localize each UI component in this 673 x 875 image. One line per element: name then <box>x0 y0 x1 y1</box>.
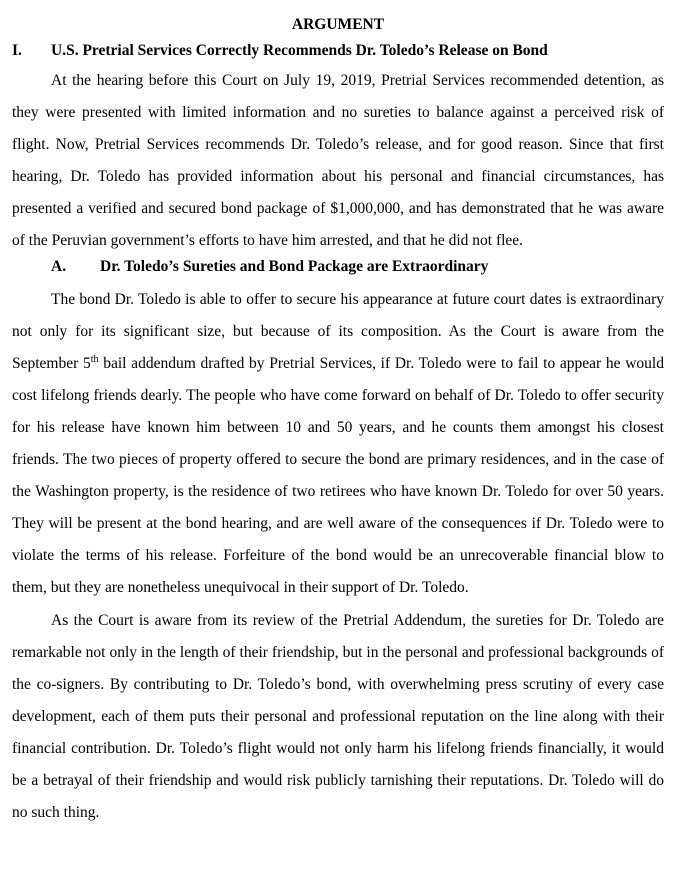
paragraph-text: bail addendum drafted by Pretrial Services, if Dr. Toledo were to fail to appear he would cost lifelong friends dearly. The people who have come forward on behalf of Dr. Toledo to offer security for his release have known him between 10 and 50 years, and he counts them amongst his closest friends. The two pieces of property offered to secure the bond are primary residences, and in the case of the Washington property, is the residence of two retirees who have known Dr. Toledo for over 50 years. They will be present at the bond hearing, and are well aware of the consequences if Dr. Toledo were to violate the terms of his release. Forfeiture of the bond would be an unrecoverable financial blow to them, but they are nonetheless unequivocal in their support of Dr. Toledo. <box>12 354 664 597</box>
document-page <box>12 14 664 829</box>
paragraph <box>12 284 664 605</box>
paragraph: As the Court is aware from its review of the Pretrial Addendum, the sureties for Dr. Toledo are remarkable not only in the length of their friendship, but in the personal and professional backgrounds of the co-signers. By contributing to Dr. Toledo’s bond, with overwhelming press scrutiny of every case development, each of them puts their personal and professional reputation on the line along with their financial contribution. Dr. Toledo’s flight would not only harm his lifelong friends financially, it would be a betrayal of their friendship and would risk publicly tarnishing their reputations. Dr. Toledo will do no such thing. <box>12 611 664 822</box>
subsection-number: A. <box>51 257 67 275</box>
subsection-heading-text: Dr. Toledo’s Sureties and Bond Package are Extraordinary <box>100 257 489 275</box>
superscript: th <box>90 353 99 365</box>
subsection-heading-a <box>51 256 664 278</box>
section-heading-text: U.S. Pretrial Services Correctly Recommends Dr. Toledo’s Release on Bond <box>51 42 548 59</box>
page-title: ARGUMENT <box>291 16 385 33</box>
section-heading-i <box>12 40 664 62</box>
section-number: I. <box>12 42 22 59</box>
paragraph-text: The bond Dr. Toledo is able to offer to secure his appearance at future court dates is extraordinary not only for its significant size, but because of its composition. As the Court is aware from the September 5 <box>12 290 664 372</box>
paragraph: At the hearing before this Court on July 19, 2019, Pretrial Services recommended detention, as they were presented with limited information and no sureties to balance against a perceived risk of flight. Now, Pretrial Services recommends Dr. Toledo’s release, and for good reason. Since that first hearing, Dr. Toledo has provided information about his personal and financial circumstances, has presented a verified and secured bond package of $1,000,000, and has demonstrated that he was aware of the Peruvian government’s efforts to have him arrested, and that he did not flee. <box>12 72 664 250</box>
